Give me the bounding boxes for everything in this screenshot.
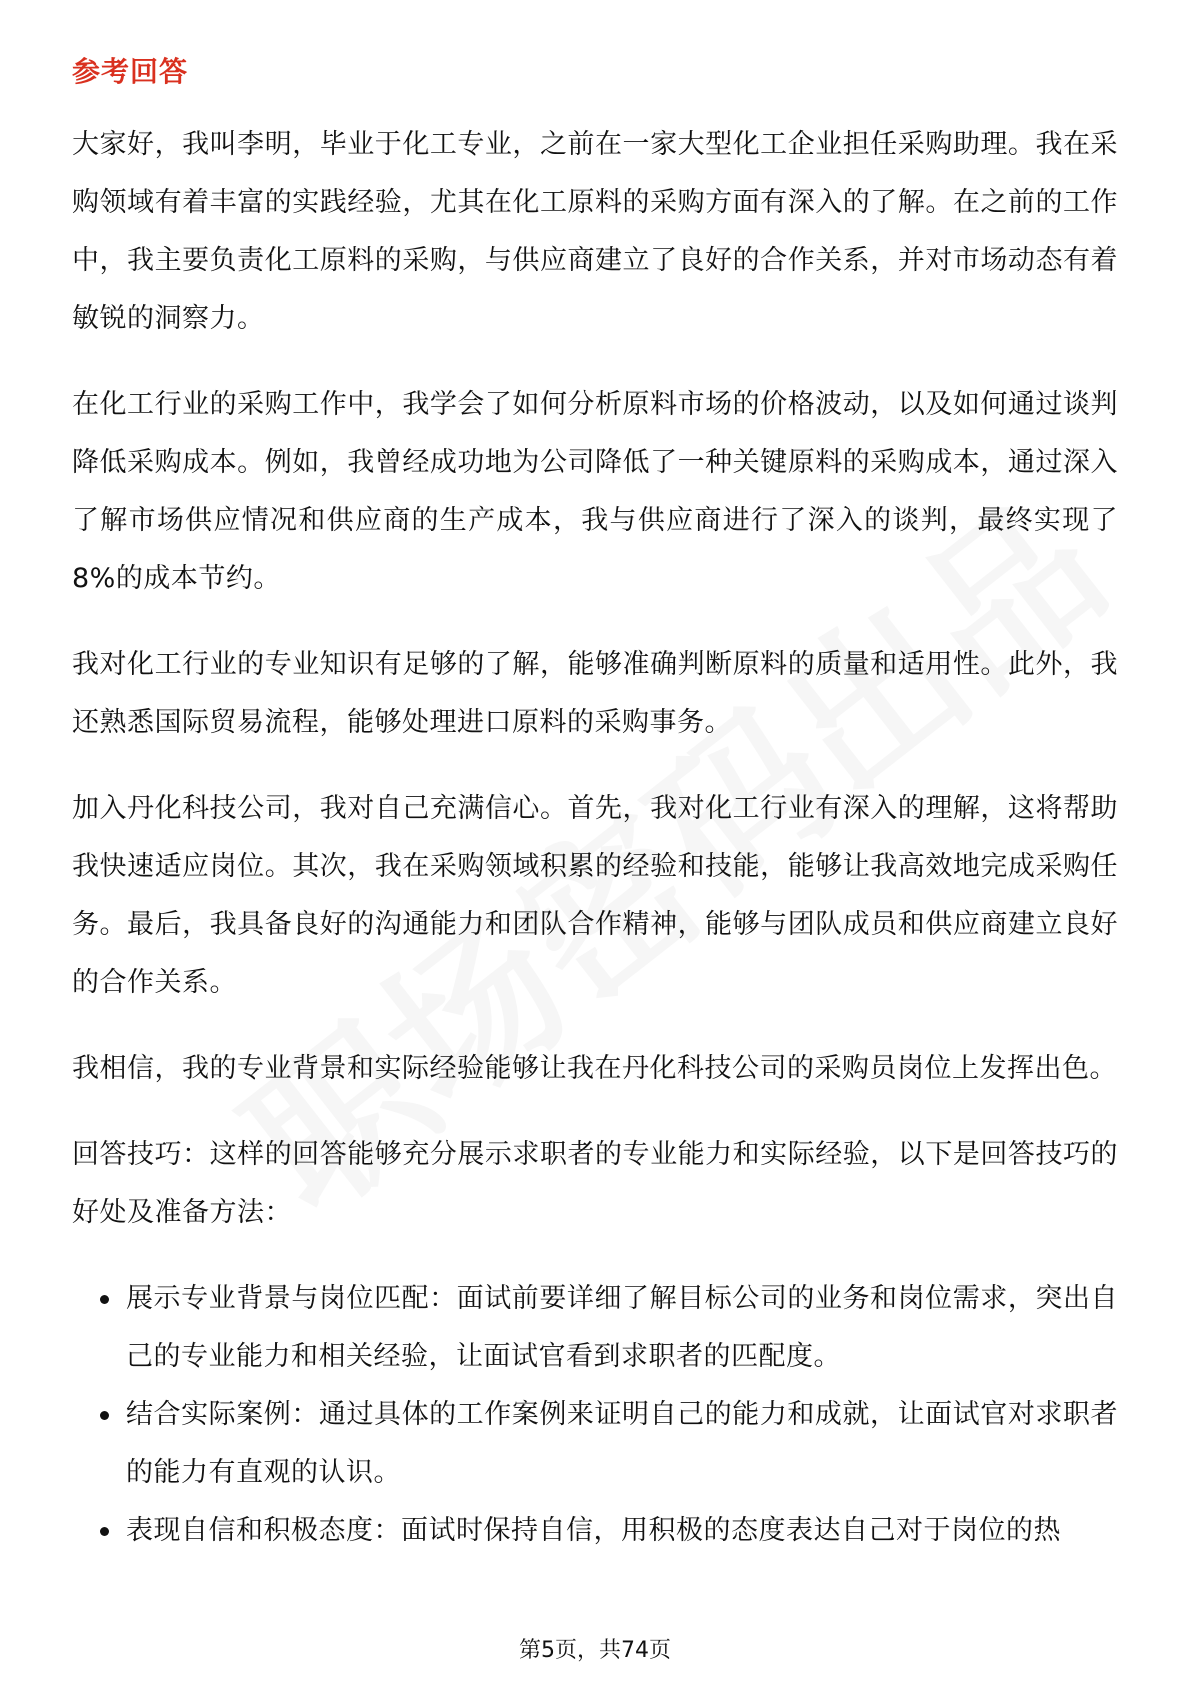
tips-list (72, 1270, 1118, 1560)
paragraph-intro: 大家好，我叫李明，毕业于化工专业，之前在一家大型化工企业担任采购助理。我在采购领域有着丰富的实践经验，尤其在化工原料的采购方面有深入的了解。在之前的工作中，我主要负责化工原料的采购，与供应商建立了良好的合作关系，并对市场动态有着敏锐的洞察力。 (72, 129, 1118, 334)
page-number: 第5页，共74页 (519, 1638, 671, 1663)
paragraph-negotiation: 在化工行业的采购工作中，我学会了如何分析原料市场的价格波动，以及如何通过谈判降低采购成本。例如，我曾经成功地为公司降低了一种关键原料的采购成本，通过深入了解市场供应情况和供应商的生产成本，我与供应商进行了深入的谈判，最终实现了8%的成本节约。 (72, 389, 1118, 594)
bullet-icon (100, 1527, 109, 1536)
bullet-icon (100, 1295, 109, 1304)
section-heading: 参考回答 (72, 55, 189, 88)
list-item (72, 1386, 1118, 1502)
paragraph-tips-intro: 回答技巧：这样的回答能够充分展示求职者的专业能力和实际经验，以下是回答技巧的好处及准备方法： (72, 1139, 1118, 1228)
bullet-icon (100, 1411, 109, 1420)
tip-text: 结合实际案例：通过具体的工作案例来证明自己的能力和成就，让面试官对求职者的能力有直观的认识。 (126, 1399, 1118, 1488)
paragraph-confidence: 加入丹化科技公司，我对自己充满信心。首先，我对化工行业有深入的理解，这将帮助我快速适应岗位。其次，我在采购领域积累的经验和技能，能够让我高效地完成采购任务。最后，我具备良好的沟通能力和团队合作精神，能够与团队成员和供应商建立良好的合作关系。 (72, 793, 1118, 998)
paragraph-knowledge: 我对化工行业的专业知识有足够的了解，能够准确判断原料的质量和适用性。此外，我还熟悉国际贸易流程，能够处理进口原料的采购事务。 (72, 649, 1118, 738)
tip-text: 表现自信和积极态度：面试时保持自信，用积极的态度表达自己对于岗位的热 (126, 1515, 1061, 1546)
answer-body (72, 116, 1118, 1560)
paragraph-conclusion: 我相信，我的专业背景和实际经验能够让我在丹化科技公司的采购员岗位上发挥出色。 (72, 1053, 1117, 1084)
list-item (72, 1270, 1118, 1386)
tip-text: 展示专业背景与岗位匹配：面试前要详细了解目标公司的业务和岗位需求，突出自己的专业能力和相关经验，让面试官看到求职者的匹配度。 (126, 1283, 1118, 1372)
list-item (72, 1502, 1118, 1560)
